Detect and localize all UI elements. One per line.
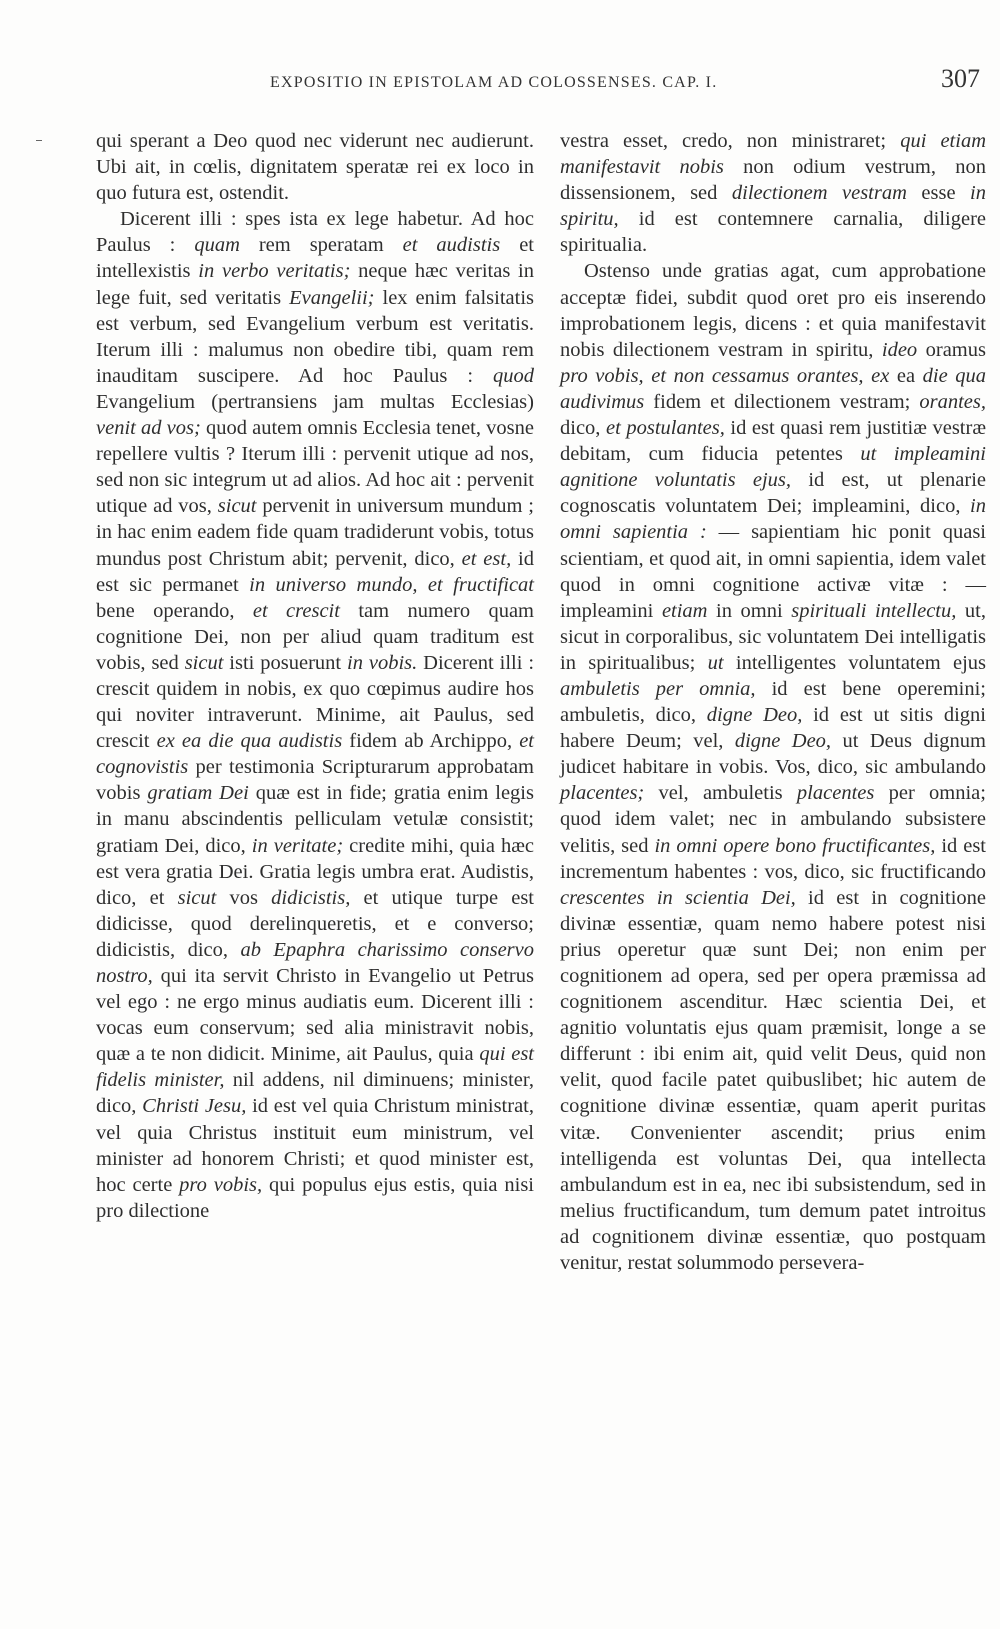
text-run: ut Deus dignum judicet habitare in vobis. Vos, dico, sic ambulando <box>560 730 987 779</box>
text-run: Ostenso unde gratias agat, cum approbatione acceptæ fidei, subdit quod oret pro eis inserendo improbationem legis, dicens : et quia manifestavit nobis dilectionem vestram in spiritu, <box>560 260 986 361</box>
italic-text: ut <box>707 651 724 674</box>
italic-text: in vobis. <box>347 651 418 674</box>
italic-text: placentes <box>796 782 875 805</box>
left-column <box>96 128 534 1224</box>
italic-text: et cognovistis <box>96 730 534 779</box>
italic-text: sicut <box>184 651 224 674</box>
paragraph <box>96 206 534 1224</box>
italic-text: et est, <box>461 547 512 570</box>
text-run: id est, ut plenarie cognoscatis voluntatem Dei; impleamini, dico, <box>560 469 986 518</box>
italic-text: ex ea die qua audistis <box>156 730 343 753</box>
italic-text: in universo mundo, et fructificat <box>249 573 534 596</box>
italic-text: dilectionem vestram <box>731 182 907 205</box>
text-run: et utique turpe est didicisse, quod derelinqueretis, et e converso; didicistis, dico, <box>96 886 535 961</box>
text-run: id est incrementum habentes : vos, dico, sic fructificando <box>560 834 986 883</box>
text-run: pervenit in universum mundum ; in hac enim eadem fide quam tradiderunt vobis, totus mundus post Christum abit; pervenit, dico, <box>96 495 534 570</box>
italic-text: Evangelii; <box>289 286 375 309</box>
italic-text: spirituali intellectu, <box>791 599 957 622</box>
page-header <box>270 64 980 104</box>
text-run: id est ut sitis digni habere Deum; vel, <box>560 704 986 753</box>
italic-text: didicistis, <box>271 886 351 909</box>
text-run: nil addens, nil diminuens; minister, dico, <box>96 1069 534 1118</box>
text-run: non odium vestrum, non dissensionem, sed <box>560 156 986 205</box>
text-run: rem speratam <box>239 234 403 257</box>
text-run: id est contemnere carnalia, diligere spiritualia. <box>560 208 986 257</box>
italic-text: quod <box>493 364 534 387</box>
italic-text: et postulantes, <box>605 417 725 440</box>
text-run: ea <box>889 364 923 387</box>
text-run: dico, <box>560 417 606 440</box>
text-run: — sapientiam hic ponit quasi scientiam, et quod ait, in omni sapientia, idem valet quod in omni cognitione activæ vitæ : — impleamini <box>560 521 986 622</box>
italic-text: gratiam Dei <box>147 782 249 805</box>
running-head: EXPOSITIO IN EPISTOLAM AD COLOSSENSES. CAP. I. <box>270 74 718 91</box>
right-column <box>560 128 986 1276</box>
text-run: id est in cognitione divinæ essentiæ, quam nemo habere potest nisi prius operetur quæ sunt Dei; non enim per cognitionem ad opera, sed per opera præmissa ad cognitionem ascenditur. Hæc scientia Dei, et agnitio voluntatis ejus quam præmisit, longe a se differunt : ibi enim ait, quid velit Deus, quid non velit, quod facile patet quibuslibet; hic autem de cognitione divinæ essentiæ, quam aperit puritas vitæ. Convenienter ascendit; prius enim intelligenda est voluntas Dei, qua intellecta ambulandum est in ea, nec ibi subsistendum, sed in melius fructificandum, tum demum patet introitus ad cognitionem divinæ essentiæ, quo postquam venitur, restat solummodo persevera- <box>560 886 986 1275</box>
italic-text: die qua audivimus <box>560 364 986 413</box>
text-run: id est bene operemini; ambuletis, dico, <box>560 677 986 727</box>
text-run: qui sperant a Deo quod nec viderunt nec audierunt. Ubi ait, in cœlis, dignitatem speratæ rei ex loco in quo futura est, ostendit. <box>96 130 534 205</box>
italic-text: ideo <box>881 338 918 361</box>
text-run: et intellexistis <box>96 234 534 283</box>
text-run: quæ est in fide; gratia enim legis in manu abscindentis pelliculam vetulæ consistit; gratiam Dei, dico, <box>96 782 534 857</box>
text-run: lex enim falsitatis est verbum, sed Evangelium verbum est veritatis. Iterum illi : malumus non obedire tibi, quam rem inauditam suscipere. Ad hoc Paulus : <box>96 286 534 387</box>
text-run: per testimonia Scripturarum approbatam vobis <box>96 756 534 805</box>
italic-text: et audistis <box>402 234 501 257</box>
italic-text: sicut <box>217 495 257 518</box>
text-run: Dicerent illi : crescit quidem in nobis, ex quo cœpimus audire hos qui noviter intraverunt. Minime, ait Paulus, sed crescit <box>96 651 535 753</box>
margin-mark <box>36 140 42 141</box>
italic-text: in verbo veritatis; <box>198 260 351 283</box>
italic-text: qui etiam manifestavit nobis <box>560 130 986 179</box>
text-run: vel, ambuletis <box>644 782 797 805</box>
italic-text: pro vobis, <box>179 1173 263 1196</box>
text-run: id est vel quia Christum ministrat, vel quia Christus instituit eum ministrum, vel minister ad honorem Christi; et quod minister est, hoc certe <box>96 1095 534 1196</box>
text-run: Evangelium (pertransiens jam multas Ecclesias) <box>96 390 534 413</box>
italic-text: crescentes in scientia Dei, <box>560 886 796 909</box>
text-run: esse <box>906 182 971 205</box>
italic-text: venit ad vos; <box>96 417 201 440</box>
italic-text: ut impleamini agnitione voluntatis ejus, <box>560 443 986 492</box>
text-run: qui populus ejus estis, quia nisi pro dilectione <box>96 1173 535 1222</box>
italic-text: in omni opere bono fructificantes, <box>654 834 936 857</box>
italic-text: in veritate; <box>251 834 344 857</box>
text-run: per omnia; quod idem valet; nec in ambulando subsistere velitis, sed <box>560 782 986 857</box>
italic-text: quam <box>194 234 240 257</box>
page-number: 307 <box>941 64 980 93</box>
italic-text: qui est fidelis minister, <box>96 1043 535 1092</box>
text-run: id est sic permanet <box>96 547 534 596</box>
text-run: bene operando, <box>96 599 253 622</box>
italic-text: pro vobis, et non cessamus orantes, ex <box>560 364 890 387</box>
text-run: quod autem omnis Ecclesia tenet, vosne repellere vultis ? Iterum illi : pervenit utique ad nos, sed non sic integrum ut ad alios. Ad hoc ait : pervenit utique ad vos, <box>96 417 534 518</box>
text-run: vestra esset, credo, non ministraret; <box>560 130 901 152</box>
italic-text: digne Deo, <box>706 704 803 727</box>
text-run: oramus <box>917 338 986 361</box>
text-run: fidem et dilectionem vestram; <box>644 390 920 413</box>
text-run: qui ita servit Christo in Evangelio ut Petrus vel ego : ne ergo minus audiatis eum. Dicerent illi : vocas eum conservum; sed alia ministravit nobis, quæ a te non didicit. Minime, ait Paulus, quia <box>96 965 534 1066</box>
text-run: Dicerent illi : spes ista ex lege habetur. Ad hoc Paulus : <box>96 208 534 257</box>
text-run: tam numero quam cognitione Dei, non per aliud quam traditum est vobis, sed <box>96 599 534 674</box>
italic-text: et crescit <box>252 599 340 622</box>
italic-text: in spiritu, <box>560 182 986 231</box>
text-run: id est quasi rem justitiæ vestræ debitam, cum fiducia petentes <box>560 417 986 466</box>
text-run: vos <box>216 886 272 909</box>
text-run: neque hæc veritas in lege fuit, sed veritatis <box>96 260 534 309</box>
italic-text: ab Epaphra charissimo conservo nostro, <box>96 938 534 987</box>
text-run: intelligentes voluntatem ejus <box>723 651 986 674</box>
italic-text: in omni sapientia : <box>560 495 986 544</box>
text-run: ut, sicut in corporalibus, sic voluntatem Dei intelligatis in spiritualibus; <box>560 599 986 674</box>
italic-text: sicut <box>177 886 217 909</box>
italic-text: etiam <box>661 599 708 622</box>
text-run: in omni <box>707 599 792 622</box>
text-run: isti posuerunt <box>223 651 348 674</box>
italic-text: placentes; <box>560 782 645 805</box>
italic-text: orantes, <box>919 390 986 413</box>
italic-text: ambuletis per omnia, <box>560 677 756 700</box>
italic-text: Christi Jesu, <box>142 1095 247 1118</box>
italic-text: digne Deo, <box>734 730 832 753</box>
text-run: fidem ab Archippo, <box>342 730 520 753</box>
text-run: credite mihi, quia hæc est vera gratia Dei. Gratia legis umbra erat. Audistis, dico, et <box>96 834 534 909</box>
paragraph <box>560 258 986 1276</box>
paragraph <box>560 128 986 258</box>
paragraph <box>96 128 534 206</box>
